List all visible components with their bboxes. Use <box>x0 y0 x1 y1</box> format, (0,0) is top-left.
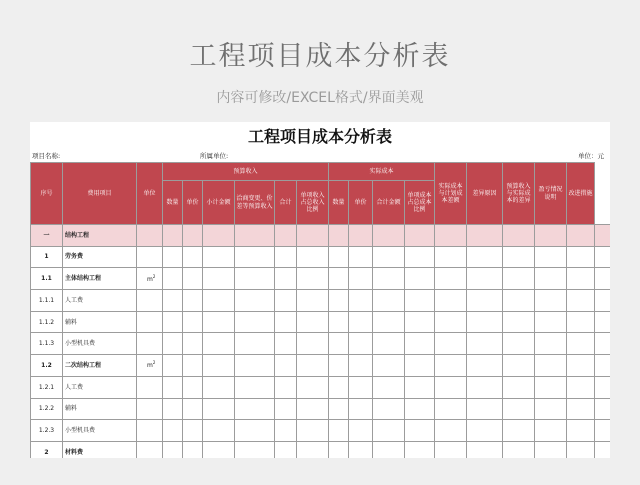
row-item[interactable]: 辅料 <box>63 398 137 420</box>
table-cell[interactable] <box>203 376 235 398</box>
unit-superscript: 2 <box>152 273 156 279</box>
table-cell[interactable] <box>275 333 297 355</box>
table-cell[interactable] <box>595 311 610 333</box>
table-cell[interactable] <box>467 441 503 458</box>
table-cell[interactable] <box>405 290 435 312</box>
row-item[interactable]: 人工费 <box>63 376 137 398</box>
table-cell[interactable] <box>275 290 297 312</box>
table-cell[interactable] <box>297 376 329 398</box>
row-item[interactable]: 结构工程 <box>63 225 137 247</box>
row-unit[interactable] <box>137 268 163 290</box>
header-budget-group: 预算收入 <box>163 163 329 181</box>
table-cell[interactable] <box>373 246 405 268</box>
table-cell[interactable] <box>595 420 610 442</box>
table-cell[interactable] <box>535 311 567 333</box>
table-cell[interactable] <box>467 246 503 268</box>
table-cell[interactable] <box>503 376 535 398</box>
row-item[interactable]: 主体结构工程 <box>63 268 137 290</box>
table-cell[interactable] <box>373 398 405 420</box>
table-cell[interactable] <box>595 290 610 312</box>
table-cell[interactable] <box>467 268 503 290</box>
table-cell[interactable] <box>203 268 235 290</box>
table-cell[interactable] <box>349 225 373 247</box>
table-cell[interactable] <box>235 225 275 247</box>
table-cell[interactable] <box>235 311 275 333</box>
table-cell[interactable] <box>435 441 467 458</box>
table-cell[interactable] <box>405 225 435 247</box>
table-cell[interactable] <box>297 355 329 377</box>
table-row <box>31 420 611 442</box>
table-cell[interactable] <box>405 311 435 333</box>
unit-text: m <box>147 362 153 370</box>
table-cell[interactable] <box>595 398 610 420</box>
table-cell[interactable] <box>535 398 567 420</box>
table-cell[interactable] <box>435 355 467 377</box>
table-cell[interactable] <box>203 398 235 420</box>
table-cell[interactable] <box>503 441 535 458</box>
table-cell[interactable] <box>275 311 297 333</box>
table-cell[interactable] <box>349 311 373 333</box>
table-cell[interactable] <box>297 225 329 247</box>
table-cell[interactable] <box>163 290 183 312</box>
table-row <box>31 311 611 333</box>
table-cell[interactable] <box>567 441 595 458</box>
header-budget-actual-diff: 预算收入与实际成本的差异 <box>503 163 535 225</box>
hero-title: 工程项目成本分析表 <box>189 41 451 72</box>
table-cell[interactable] <box>373 311 405 333</box>
table-cell[interactable] <box>405 333 435 355</box>
table-cell[interactable] <box>183 268 203 290</box>
table-cell[interactable] <box>183 441 203 458</box>
table-cell[interactable] <box>183 355 203 377</box>
header-budget-ratio: 单项收入占总收入比例 <box>297 181 329 225</box>
table-cell[interactable] <box>435 311 467 333</box>
table-cell[interactable] <box>183 398 203 420</box>
table-cell[interactable] <box>235 355 275 377</box>
table-cell[interactable] <box>163 355 183 377</box>
table-cell[interactable] <box>329 268 349 290</box>
header-actual-group: 实际成本 <box>329 163 435 181</box>
table-cell[interactable] <box>349 333 373 355</box>
table-cell[interactable] <box>467 225 503 247</box>
table-cell[interactable] <box>329 333 349 355</box>
table-cell[interactable] <box>275 225 297 247</box>
table-cell[interactable] <box>203 355 235 377</box>
table-cell[interactable] <box>373 441 405 458</box>
table-cell[interactable] <box>329 246 349 268</box>
table-cell[interactable] <box>163 420 183 442</box>
table-cell[interactable] <box>349 376 373 398</box>
row-number[interactable]: 1.1 <box>31 268 63 290</box>
table-cell[interactable] <box>405 355 435 377</box>
table-cell[interactable] <box>535 225 567 247</box>
row-number[interactable]: 2 <box>31 441 63 458</box>
table-cell[interactable] <box>503 246 535 268</box>
unit-text: m <box>147 275 153 283</box>
table-cell[interactable] <box>183 311 203 333</box>
table-cell[interactable] <box>183 376 203 398</box>
row-item[interactable]: 人工费 <box>63 290 137 312</box>
header-item: 费用项目 <box>63 163 137 225</box>
table-cell[interactable] <box>405 268 435 290</box>
row-unit[interactable] <box>137 225 163 247</box>
table-cell[interactable] <box>567 398 595 420</box>
table-cell[interactable] <box>275 268 297 290</box>
row-number[interactable]: 1.1.2 <box>31 311 63 333</box>
table-cell[interactable] <box>297 290 329 312</box>
row-unit[interactable] <box>137 441 163 458</box>
table-cell[interactable] <box>349 268 373 290</box>
table-cell[interactable] <box>503 311 535 333</box>
table-cell[interactable] <box>183 225 203 247</box>
header-budget-price: 单价 <box>183 181 203 225</box>
table-cell[interactable] <box>203 246 235 268</box>
table-cell[interactable] <box>235 441 275 458</box>
row-unit[interactable] <box>137 355 163 377</box>
row-item[interactable]: 劳务费 <box>63 246 137 268</box>
table-row <box>31 398 611 420</box>
table-cell[interactable] <box>163 311 183 333</box>
table-cell[interactable] <box>405 441 435 458</box>
table-cell[interactable] <box>275 376 297 398</box>
header-actual-total: 合计金额 <box>373 181 405 225</box>
table-cell[interactable] <box>435 420 467 442</box>
table-cell[interactable] <box>535 290 567 312</box>
table-cell[interactable] <box>349 420 373 442</box>
row-item[interactable]: 辅料 <box>63 311 137 333</box>
cost-analysis-table <box>30 162 610 458</box>
table-cell[interactable] <box>203 420 235 442</box>
table-cell[interactable] <box>329 398 349 420</box>
table-cell[interactable] <box>163 246 183 268</box>
table-cell[interactable] <box>435 268 467 290</box>
table-cell[interactable] <box>163 376 183 398</box>
table-cell[interactable] <box>297 441 329 458</box>
header-budget-total: 合计 <box>275 181 297 225</box>
table-cell[interactable] <box>329 420 349 442</box>
table-row <box>31 290 611 312</box>
table-cell[interactable] <box>203 333 235 355</box>
table-body <box>31 225 611 459</box>
table-cell[interactable] <box>405 420 435 442</box>
table-cell[interactable] <box>535 333 567 355</box>
table-cell[interactable] <box>329 225 349 247</box>
table-cell[interactable] <box>373 290 405 312</box>
row-item[interactable]: 小型机具费 <box>63 333 137 355</box>
row-unit[interactable] <box>137 376 163 398</box>
header-unit: 单位 <box>137 163 163 225</box>
table-cell[interactable] <box>183 246 203 268</box>
table-cell[interactable] <box>567 420 595 442</box>
table-cell[interactable] <box>595 355 610 377</box>
table-cell[interactable] <box>297 398 329 420</box>
header-budget-subtotal: 小计金额 <box>203 181 235 225</box>
header-actual-qty: 数量 <box>329 181 349 225</box>
table-cell[interactable] <box>595 246 610 268</box>
table-row <box>31 355 611 377</box>
table-cell[interactable] <box>535 441 567 458</box>
table-cell[interactable] <box>349 246 373 268</box>
table-cell[interactable] <box>405 398 435 420</box>
owner-unit-label: 所属单位: <box>200 152 229 160</box>
table-cell[interactable] <box>329 441 349 458</box>
table-cell[interactable] <box>183 420 203 442</box>
table-cell[interactable] <box>275 355 297 377</box>
table-cell[interactable] <box>329 290 349 312</box>
table-cell[interactable] <box>435 376 467 398</box>
table-cell[interactable] <box>297 268 329 290</box>
table-cell[interactable] <box>467 376 503 398</box>
table-cell[interactable] <box>373 225 405 247</box>
table-cell[interactable] <box>349 441 373 458</box>
header-actual-price: 单价 <box>349 181 373 225</box>
table-cell[interactable] <box>435 333 467 355</box>
table-cell[interactable] <box>235 268 275 290</box>
table-cell[interactable] <box>235 290 275 312</box>
row-number[interactable]: 1.2.3 <box>31 420 63 442</box>
table-cell[interactable] <box>329 376 349 398</box>
row-number[interactable]: 一 <box>31 225 63 247</box>
table-cell[interactable] <box>297 246 329 268</box>
row-number[interactable]: 1.1.3 <box>31 333 63 355</box>
project-name-label: 项目名称: <box>32 152 61 160</box>
table-cell[interactable] <box>297 311 329 333</box>
row-number[interactable]: 1.2 <box>31 355 63 377</box>
table-cell[interactable] <box>567 333 595 355</box>
header-budget-qty: 数量 <box>163 181 183 225</box>
table-cell[interactable] <box>235 376 275 398</box>
table-cell[interactable] <box>163 441 183 458</box>
table-cell[interactable] <box>235 398 275 420</box>
table-row <box>31 246 611 268</box>
table-cell[interactable] <box>373 376 405 398</box>
table-cell[interactable] <box>405 376 435 398</box>
table-row <box>31 333 611 355</box>
table-cell[interactable] <box>163 268 183 290</box>
header-profit-note: 盈亏情况说明 <box>535 163 567 225</box>
table-cell[interactable] <box>235 420 275 442</box>
row-item[interactable]: 二次结构工程 <box>63 355 137 377</box>
table-cell[interactable] <box>435 290 467 312</box>
header-actual-ratio: 单项成本占总成本比例 <box>405 181 435 225</box>
table-cell[interactable] <box>567 268 595 290</box>
unit-superscript: 2 <box>152 360 156 366</box>
table-cell[interactable] <box>275 398 297 420</box>
table-cell[interactable] <box>275 441 297 458</box>
row-unit[interactable] <box>137 311 163 333</box>
table-cell[interactable] <box>467 333 503 355</box>
table-cell[interactable] <box>503 355 535 377</box>
header-cost-variance: 实际成本与计划成本差额 <box>435 163 467 225</box>
header-variance-reason: 差异原因 <box>467 163 503 225</box>
table-cell[interactable] <box>467 420 503 442</box>
table-cell[interactable] <box>535 268 567 290</box>
table-cell[interactable] <box>373 268 405 290</box>
table-cell[interactable] <box>203 290 235 312</box>
table-cell[interactable] <box>203 225 235 247</box>
row-item[interactable]: 小型机具费 <box>63 420 137 442</box>
table-cell[interactable] <box>373 355 405 377</box>
table-cell[interactable] <box>297 333 329 355</box>
table-cell[interactable] <box>373 420 405 442</box>
table-cell[interactable] <box>567 246 595 268</box>
table-cell[interactable] <box>535 420 567 442</box>
row-unit[interactable] <box>137 290 163 312</box>
table-cell[interactable] <box>595 376 610 398</box>
table-cell[interactable] <box>503 333 535 355</box>
table-cell[interactable] <box>503 268 535 290</box>
table-cell[interactable] <box>535 246 567 268</box>
row-number[interactable]: 1.1.1 <box>31 290 63 312</box>
table-cell[interactable] <box>467 290 503 312</box>
currency-unit-label: 单位：元 <box>578 152 604 160</box>
header-no: 序号 <box>31 163 63 225</box>
spreadsheet-preview <box>30 122 610 458</box>
table-cell[interactable] <box>567 355 595 377</box>
hero-subtitle: 内容可修改/EXCEL格式/界面美观 <box>216 90 424 106</box>
sheet-title: 工程项目成本分析表 <box>247 127 392 146</box>
table-cell[interactable] <box>595 268 610 290</box>
table-cell[interactable] <box>595 441 610 458</box>
table-cell[interactable] <box>467 311 503 333</box>
table-cell[interactable] <box>183 333 203 355</box>
row-number[interactable]: 1 <box>31 246 63 268</box>
table-row <box>31 441 611 458</box>
row-unit[interactable] <box>137 246 163 268</box>
table-cell[interactable] <box>595 225 610 247</box>
row-item[interactable]: 材料费 <box>63 441 137 458</box>
table-cell[interactable] <box>275 420 297 442</box>
table-cell[interactable] <box>235 246 275 268</box>
table-cell[interactable] <box>163 398 183 420</box>
row-unit[interactable] <box>137 333 163 355</box>
table-cell[interactable] <box>435 398 467 420</box>
table-cell[interactable] <box>163 333 183 355</box>
table-cell[interactable] <box>503 420 535 442</box>
table-cell[interactable] <box>405 246 435 268</box>
table-row <box>31 268 611 290</box>
table-cell[interactable] <box>435 246 467 268</box>
table-cell[interactable] <box>503 290 535 312</box>
table-cell[interactable] <box>183 290 203 312</box>
table-row <box>31 376 611 398</box>
table-cell[interactable] <box>503 225 535 247</box>
table-cell[interactable] <box>467 355 503 377</box>
row-unit[interactable] <box>137 398 163 420</box>
table-cell[interactable] <box>329 311 349 333</box>
row-number[interactable]: 1.2.1 <box>31 376 63 398</box>
table-cell[interactable] <box>567 311 595 333</box>
table-cell[interactable] <box>535 355 567 377</box>
table-cell[interactable] <box>163 225 183 247</box>
table-cell[interactable] <box>203 441 235 458</box>
table-cell[interactable] <box>203 311 235 333</box>
table-cell[interactable] <box>235 333 275 355</box>
table-cell[interactable] <box>435 225 467 247</box>
table-cell[interactable] <box>503 398 535 420</box>
table-cell[interactable] <box>467 398 503 420</box>
table-cell[interactable] <box>535 376 567 398</box>
table-cell[interactable] <box>297 420 329 442</box>
table-cell[interactable] <box>329 355 349 377</box>
table-row <box>31 225 611 247</box>
row-number[interactable]: 1.2.2 <box>31 398 63 420</box>
table-cell[interactable] <box>349 290 373 312</box>
table-cell[interactable] <box>373 333 405 355</box>
table-cell[interactable] <box>567 376 595 398</box>
table-cell[interactable] <box>567 225 595 247</box>
table-cell[interactable] <box>595 333 610 355</box>
table-cell[interactable] <box>349 355 373 377</box>
table-cell[interactable] <box>275 246 297 268</box>
row-unit[interactable] <box>137 420 163 442</box>
header-improvement: 改进措施 <box>567 163 595 225</box>
table-cell[interactable] <box>567 290 595 312</box>
table-cell[interactable] <box>349 398 373 420</box>
header-budget-change: 洽商变更、价差等预算收入 <box>235 181 275 225</box>
